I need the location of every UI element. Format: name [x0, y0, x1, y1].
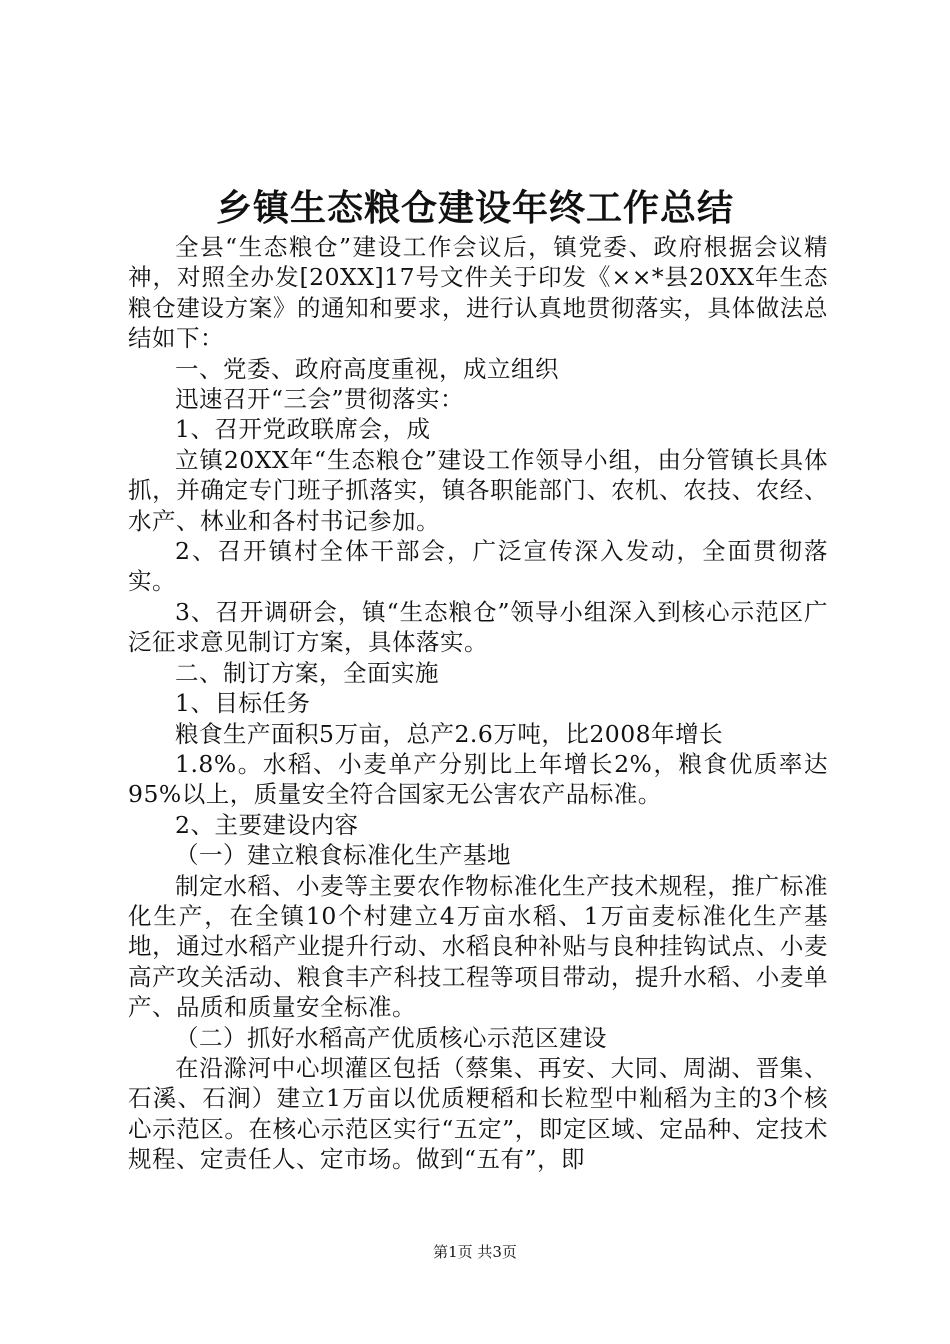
paragraph: 3、召开调研会，镇“生态粮仓”领导小组深入到核心示范区广泛征求意见制订方案，具体落实。 — [128, 597, 828, 657]
document-title: 乡镇生态粮仓建设年终工作总结 — [215, 187, 734, 229]
subsection-heading: （二）抓好水稻高产优质核心示范区建设 — [175, 1023, 607, 1052]
section-heading: 一、党委、政府高度重视，成立组织 — [175, 354, 559, 383]
subsection-heading: （一）建立粮食标准化生产基地 — [175, 841, 511, 870]
paragraph: 1、召开党政联席会，成 — [175, 415, 431, 444]
subsection-heading: 2、主要建设内容 — [175, 810, 359, 839]
paragraph: 在沿滁河中心坝灌区包括（蔡集、再安、大同、周湖、晋集、石溪、石涧）建立1万亩以优质粳稻和长粒型中籼稻为主的3个核心示范区。在核心示范区实行“五定”，即定区域、定品种、定技术规程、定责任人、定市场。做到“五有”，即 — [128, 1053, 828, 1174]
paragraph: 迅速召开“三会”贯彻落实： — [175, 385, 465, 414]
paragraph: 全县“生态粮仓”建设工作会议后，镇党委、政府根据会议精神，对照全办发[20XX]17号文件关于印发《××*县20XX年生态粮仓建设方案》的通知和要求，进行认真地贯彻落实，具体做法总结如下： — [128, 233, 828, 353]
paragraph: 1.8%。水稻、小麦单产分别比上年增长2%，粮食优质率达95%以上，质量安全符合国家无公害农产品标准。 — [128, 749, 828, 809]
paragraph: 制定水稻、小麦等主要农作物标准化生产技术规程，推广标准化生产，在全镇10个村建立4万亩水稻、1万亩麦标准化生产基地，通过水稻产业提升行动、水稻良种补贴与良种挂钩试点、小麦高产攻关活动、粮食丰产科技工程等项目带动，提升水稻、小麦单产、品质和质量安全标准。 — [128, 871, 828, 1022]
paragraph: 粮食生产面积5万亩，总产2.6万吨，比2008年增长 — [175, 719, 724, 748]
paragraph: 立镇20XX年“生态粮仓”建设工作领导小组，由分管镇长具体抓，并确定专门班子抓落实，镇各职能部门、农机、农技、农经、水产、林业和各村书记参加。 — [128, 445, 828, 535]
paragraph: 2、召开镇村全体干部会，广泛宣传深入发动，全面贯彻落实。 — [128, 537, 828, 596]
page-indicator: 第1页 共3页 — [433, 1243, 517, 1261]
subsection-heading: 1、目标任务 — [175, 689, 311, 718]
section-heading: 二、制订方案，全面实施 — [175, 658, 439, 687]
document-body — [128, 232, 828, 1175]
